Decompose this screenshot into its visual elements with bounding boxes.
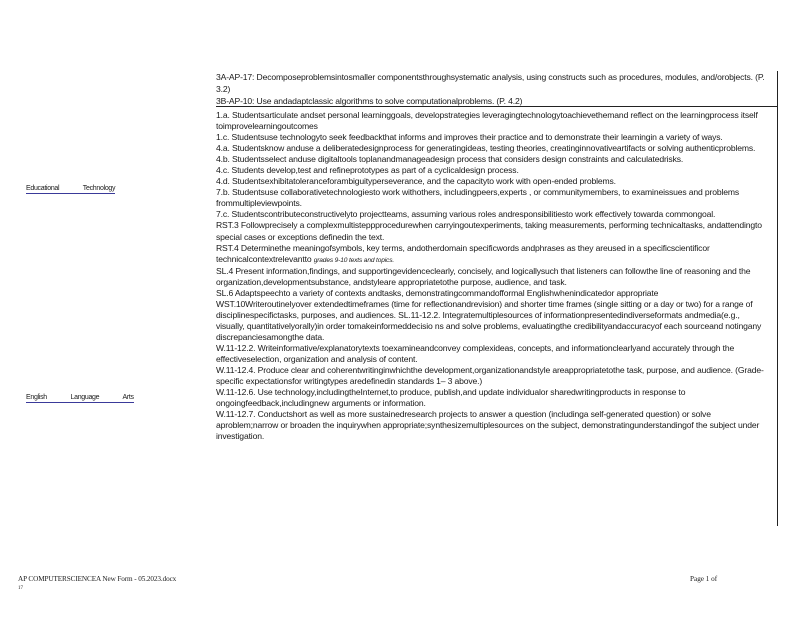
table-row-divider <box>216 106 778 107</box>
table-right-border <box>777 71 778 526</box>
footer-small-mark: 17 <box>18 586 23 591</box>
grade-range-note: grades 9-10 texts and topics. <box>313 256 395 264</box>
standards-top-block <box>216 71 768 107</box>
standard-item: 1.c. Studentsuse technologyto seek feedbackthat informs and improves their practice and to demonstrate their learningin a variety of ways. <box>216 132 723 143</box>
standard-item: 1.a. Studentsarticulate andset personal learninggoals, developstrategies leveragingtechnologytoachievethemand reflect on the learningprocess itself toimprovelearningoutcomes <box>216 110 758 132</box>
standard-item: WST.10Writeroutinelyover extendedtimeframes (time for reflectionandrevision) and shorter time frames (single sitting or a day or two) for a range of disciplinespecifictasks, purposes, and audiences. SL.11-12.2. Integratemultiplesources of informationpresentedindiverseformats andmedia(e.g., visually, quantitativelyorally)in order tomakeinformeddecisio ns and solve problems, evaluatingthe credibilityandaccuracyof each sourceand notingany discrepanciesamongthe data. <box>216 298 762 342</box>
standard-item: SL.4 Present information,findings, and supportingevidenceclearly, concisely, and logicallysuch that listeners can followthe line of reasoning and the organization,developmentsubstance, andstyleare appropriatetothe purpose, audience, and task. <box>216 265 751 287</box>
standard-item: W.11-12.2. Writeinformative/explanatorytexts toexamineandconvey complexideas, concepts, and informationclearlyand accurately through the effectiveselection, organization and analysis of content. <box>216 342 735 365</box>
standard-item: W.11-12.4. Produce clear and coherentwritinginwhichthe development,organizationandstyle areappropriatetothe task, purpose, and audience. (Grade-specific expectationsfor writingtypes aredefinedin standards 1– 3 above.) <box>216 365 764 387</box>
standard-item: W.11-12.6. Use technology,includingtheInternet,to produce, publish,and update individualor sharedwritingproducts in response to ongoingfeedback,includingnew arguments or information. <box>216 387 686 409</box>
standard-3a-ap-17: 3A-AP-17: Decomposeproblemsintosmaller componentsthroughsystematic analysis, using constructs such as procedures, modules, and/orobjects. (P. 3.2) <box>216 72 765 94</box>
standard-item <box>216 243 770 266</box>
standard-item: RST.3 Followprecisely a complexmultisteppprocedurewhen carryingoutexperiments, taking measurements, performing technicaltasks, andattendingto special cases or exceptions definedin the text. <box>216 220 762 242</box>
standard-item: 4.c. Students develop,test and refineprototypes as part of a cyclicaldesign process. <box>216 165 519 176</box>
standard-item: 7.b. Studentsuse collaborativetechnologiesto work withothers, includingpeers,experts , or communitymembers, to examineissues and problems frommultipleviewpoints. <box>216 187 740 209</box>
footer-document-name: AP COMPUTERSCIENCEA New Form - 05.2023.docx <box>18 575 177 583</box>
section-label-educational-technology: Educational Technology <box>26 185 116 192</box>
standard-item: 4.a. Studentsknow anduse a deliberatedesignprocess for generatingideas, testing theories, creatinginnovativeartifacts or solving authenticproblems. <box>216 143 756 154</box>
standard-item-text: RST.4 Determinethe meaningofsymbols, key terms, andotherdomain specificwords andphrases as they areused in a specificscientificor technicalcontextrelevantto <box>216 242 710 264</box>
standard-item: 4.d. Studentsexhibitatoleranceforambiguityperseverance, and the capacityto work with open-ended problems. <box>216 176 616 187</box>
standards-content <box>216 110 770 442</box>
standard-3b-ap-10: 3B-AP-10: Use andadaptclassic algorithms to solve computationalproblems. (P. 4.2) <box>216 96 523 106</box>
standard-item: 4.b. Studentsselect anduse digitaltools toplanandmanageadesign process that considers design constraints and calculatedrisks. <box>216 154 684 165</box>
standard-item: W.11-12.7. Conductshort as well as more sustainedresearch projects to answer a question (includinga self-generated question) or solve aproblem;narrow or broaden the inquirywhen appropriate;synthesizemultiplesources on the subject, demonstratingunderstandingof the subject under investigation. <box>216 409 760 442</box>
footer-page-number: Page 1 of <box>690 575 718 583</box>
section-label-english-language-arts: English Language Arts <box>26 394 134 401</box>
standard-item: SL.6 Adaptspeechto a variety of contexts andtasks, demonstratingcommandofformal Englishwhenindicatedor appropriate <box>216 287 659 298</box>
standard-item: 7.c. Studentscontributeconstructivelyto projectteams, assuming various roles andresponsibilitiesto work effectively towarda commongoal. <box>216 209 716 220</box>
